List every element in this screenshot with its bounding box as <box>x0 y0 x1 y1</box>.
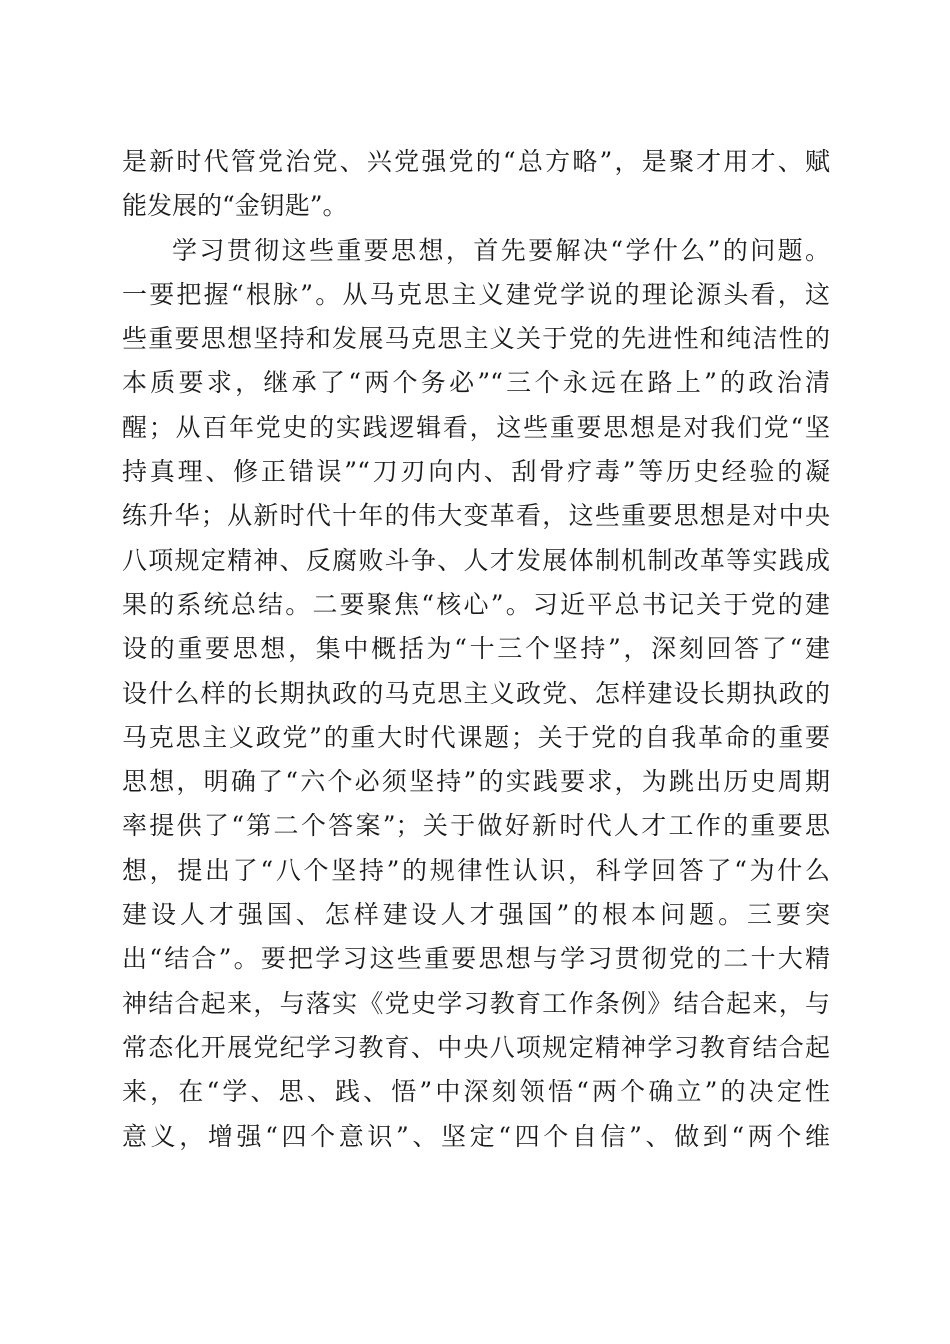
text-line: 是新时代管党治党、兴党强党的“总方略”，是聚才用才、赋 <box>122 147 830 176</box>
text-line: 常态化开展党纪学习教育、中央八项规定精神学习教育结合起 <box>122 1032 830 1062</box>
text-line: 一要把握“根脉”。从马克思主义建党学说的理论源头看，这 <box>122 279 830 309</box>
text-line: 神结合起来，与落实《党史学习教育工作条例》结合起来，与 <box>122 988 830 1018</box>
text-line: 些重要思想坚持和发展马克思主义关于党的先进性和纯洁性的 <box>122 324 830 354</box>
text-line: 本质要求，继承了“两个务必”“三个永远在路上”的政治清 <box>122 368 830 398</box>
text-line: 八项规定精神、反腐败斗争、人才发展体制机制改革等实践成 <box>122 545 830 575</box>
text-line: 思想，明确了“六个必须坚持”的实践要求，为跳出历史周期 <box>122 767 830 797</box>
text-line: 设的重要思想，集中概括为“十三个坚持”，深刻回答了“建 <box>122 634 830 664</box>
text-line: 能发展的“金钥匙”。 <box>122 191 348 221</box>
text-line: 马克思主义政党”的重大时代课题；关于党的自我革命的重要 <box>122 722 830 752</box>
text-line: 设什么样的长期执政的马克思主义政党、怎样建设长期执政的 <box>122 678 830 708</box>
text-line: 来，在“学、思、践、悟”中深刻领悟“两个确立”的决定性 <box>122 1077 830 1107</box>
text-line: 想，提出了“八个坚持”的规律性认识，科学回答了“为什么 <box>122 855 830 885</box>
text-line: 果的系统总结。二要聚焦“核心”。习近平总书记关于党的建 <box>122 589 830 619</box>
text-line: 意义，增强“四个意识”、坚定“四个自信”、做到“两个维 <box>122 1121 830 1151</box>
text-line: 率提供了“第二个答案”；关于做好新时代人才工作的重要思 <box>122 811 830 841</box>
text-line: 建设人才强国、怎样建设人才强国”的根本问题。三要突 <box>122 900 830 930</box>
text-line: 出“结合”。要把学习这些重要思想与学习贯彻党的二十大精 <box>122 944 830 974</box>
text-line: 醒；从百年党史的实践逻辑看，这些重要思想是对我们党“坚 <box>122 412 830 442</box>
text-line: 持真理、修正错误”“刀刃向内、刮骨疗毒”等历史经验的凝 <box>122 457 830 487</box>
body-text <box>122 140 830 1159</box>
text-line: 学习贯彻这些重要思想，首先要解决“学什么”的问题。 <box>172 235 830 265</box>
text-line: 练升华；从新时代十年的伟大变革看，这些重要思想是对中央 <box>122 501 830 531</box>
